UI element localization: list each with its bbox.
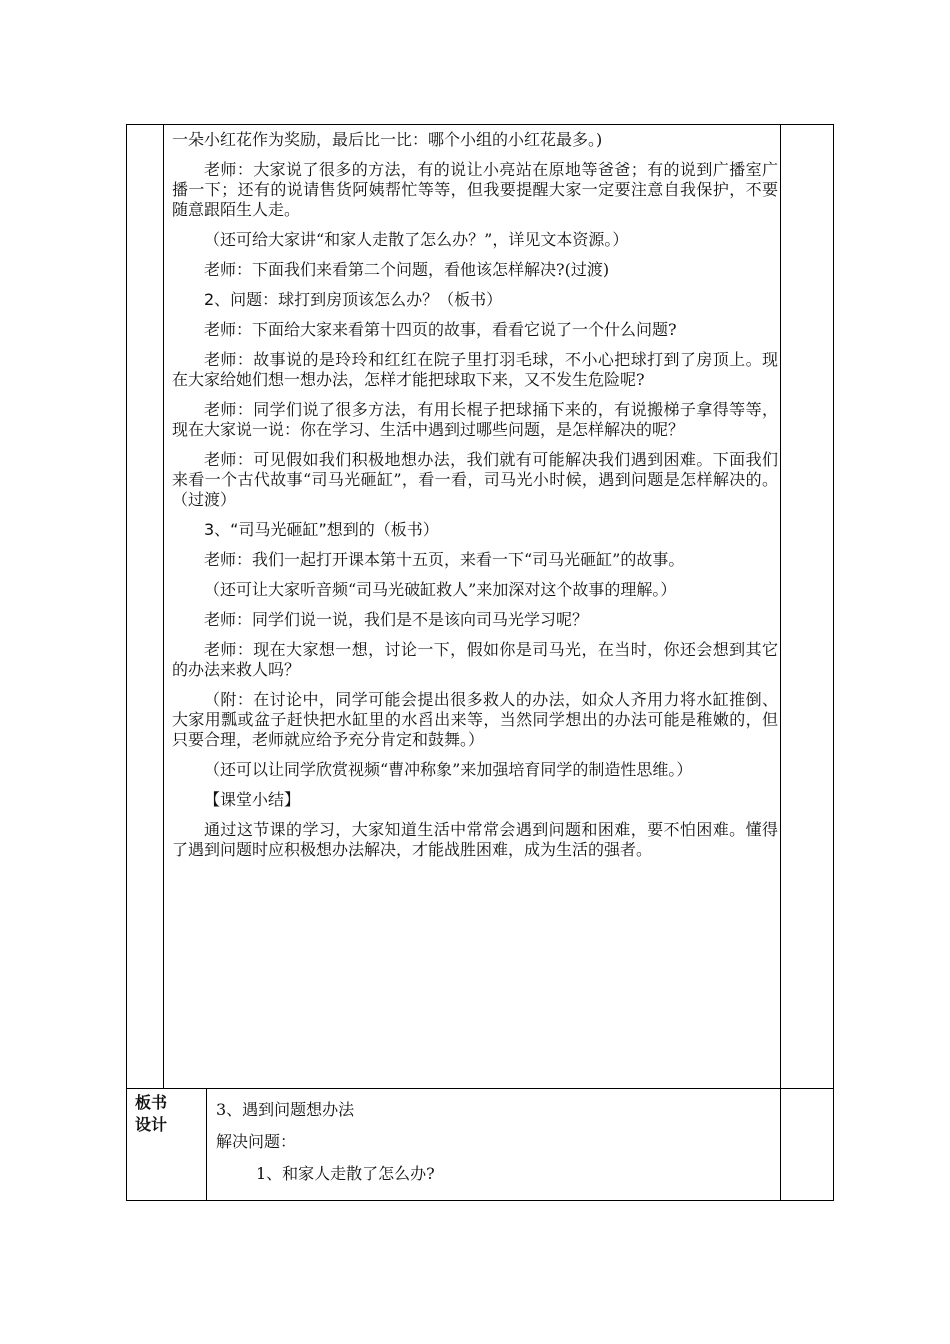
board-line: 1、和家人走散了怎么办? (256, 1164, 435, 1183)
paragraph: 老师：下面给大家来看第十四页的故事，看看它说了一个什么问题? (204, 320, 677, 339)
paragraph: 老师：可见假如我们积极地想办法，我们就有可能解决我们遇到困难。下面我们来看一个古代故事“司马光砸缸”，看一看，司马光小时候，遇到问题是怎样解决的。（过渡） (172, 450, 778, 509)
paragraph: （还可给大家讲“和家人走散了怎么办？”，详见文本资源。） (204, 230, 629, 249)
paragraph: 老师：同学们说一说，我们是不是该向司马光学习呢？ (204, 610, 589, 629)
paragraph: 老师：大家说了很多的方法，有的说让小亮站在原地等爸爸；有的说到广播室广播一下；还有的说请售货阿姨帮忙等等，但我要提醒大家一定要注意自我保护，不要随意跟陌生人走。 (172, 160, 778, 219)
paragraph: 老师：同学们说了很多方法，有用长棍子把球捅下来的，有说搬梯子拿得等等，现在大家说一说：你在学习、生活中遇到过哪些问题，是怎样解决的呢？ (172, 400, 778, 439)
board-design-content (216, 1100, 776, 1196)
paragraph: 老师：我们一起打开课本第十五页，来看一下“司马光砸缸”的故事。 (204, 550, 685, 569)
section-heading: 2、问题：球打到房顶该怎么办？（板书） (204, 290, 503, 309)
section-heading: 【课堂小结】 (204, 790, 301, 809)
paragraph: （附：在讨论中，同学可能会提出很多救人的办法，如众人齐用力将水缸推倒、大家用瓢或盆子赶快把水缸里的水舀出来等，当然同学想出的办法可能是稚嫩的，但只要合理，老师就应给予充分肯定和鼓舞。） (172, 690, 778, 749)
paragraph: 老师：现在大家想一想，讨论一下，假如你是司马光，在当时，你还会想到其它的办法来救人吗？ (172, 640, 778, 679)
table-label-divider (206, 1088, 207, 1201)
board-design-label-line: 设计 (135, 1115, 168, 1134)
paragraph: 通过这节课的学习，大家知道生活中常常会遇到问题和困难，要不怕困难。懂得了遇到问题时应积极想办法解决，才能战胜困难，成为生活的强者。 (172, 820, 778, 859)
paragraph: （还可以让同学欣赏视频“曹冲称象”来加强培育同学的制造性思维。） (204, 760, 693, 779)
paragraph: 老师：故事说的是玲玲和红红在院子里打羽毛球，不小心把球打到了房顶上。现在大家给她们想一想办法，怎样才能把球取下来，又不发生危险呢? (172, 350, 778, 389)
table-col-divider-right (780, 124, 781, 1201)
board-line: 3、遇到问题想办法 (216, 1100, 355, 1119)
paragraph: （还可让大家听音频“司马光破缸救人”来加深对这个故事的理解。） (204, 580, 677, 599)
board-line: 解决问题： (216, 1132, 297, 1151)
board-design-label-line: 板书 (135, 1093, 168, 1112)
lesson-content (172, 130, 778, 870)
paragraph: 老师：下面我们来看第二个问题，看他该怎样解决?(过渡) (204, 260, 610, 279)
section-heading: 3、“司马光砸缸”想到的（板书） (204, 520, 439, 539)
paragraph: 一朵小红花作为奖励，最后比一比：哪个小组的小红花最多。) (172, 130, 603, 149)
board-design-label (135, 1092, 195, 1136)
table-row-divider (126, 1088, 834, 1089)
table-col-divider-left (163, 124, 164, 1088)
